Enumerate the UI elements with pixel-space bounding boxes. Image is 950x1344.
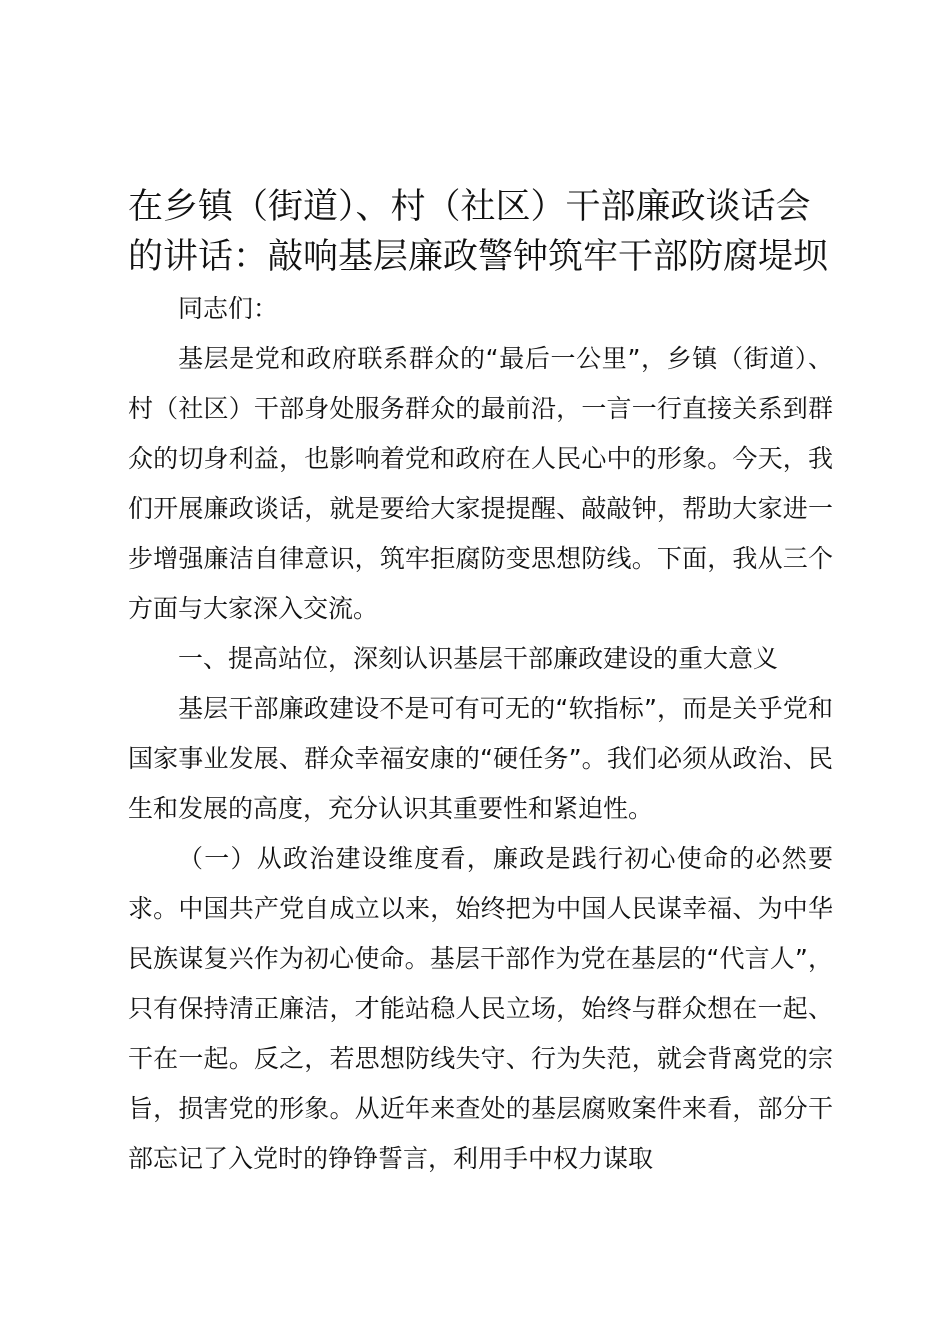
intro-paragraph: 基层是党和政府联系群众的“最后一公里”，乡镇（街道）、村（社区）干部身处服务群众的最前沿，一言一行直接关系到群众的切身利益，也影响着党和政府在人民心中的形象。今天，我们开展廉政谈话，就是要给大家提提醒、敲敲钟，帮助大家进一步增强廉洁自律意识，筑牢拒腐防变思想防线。下面，我从三个方面与大家深入交流。: [128, 344, 833, 623]
section-heading-1: 一、提高站位，深刻认识基层干部廉政建设的重大意义: [178, 644, 779, 673]
document-body: [128, 284, 833, 1184]
section-1-point-1-paragraph: （一）从政治建设维度看，廉政是践行初心使命的必然要求。中国共产党自成立以来，始终把为中国人民谋幸福、为中华民族谋复兴作为初心使命。基层干部作为党在基层的“代言人”，只有保持清正廉洁，才能站稳人民立场，始终与群众想在一起、干在一起。反之，若思想防线失守、行为失范，就会背离党的宗旨，损害党的形象。从近年来查处的基层腐败案件来看，部分干部忘记了入党时的铮铮誓言，利用手中权力谋取: [128, 844, 833, 1173]
salutation: 同志们：: [178, 294, 279, 323]
document-title: 在乡镇（街道）、村（社区）干部廉政谈话会的讲话：敲响基层廉政警钟筑牢干部防腐堤坝: [128, 187, 829, 277]
section-1-intro-paragraph: 基层干部廉政建设不是可有可无的“软指标”，而是关乎党和国家事业发展、群众幸福安康的“硬任务”。我们必须从政治、民生和发展的高度，充分认识其重要性和紧迫性。: [128, 694, 833, 823]
document-content: [128, 182, 833, 1184]
